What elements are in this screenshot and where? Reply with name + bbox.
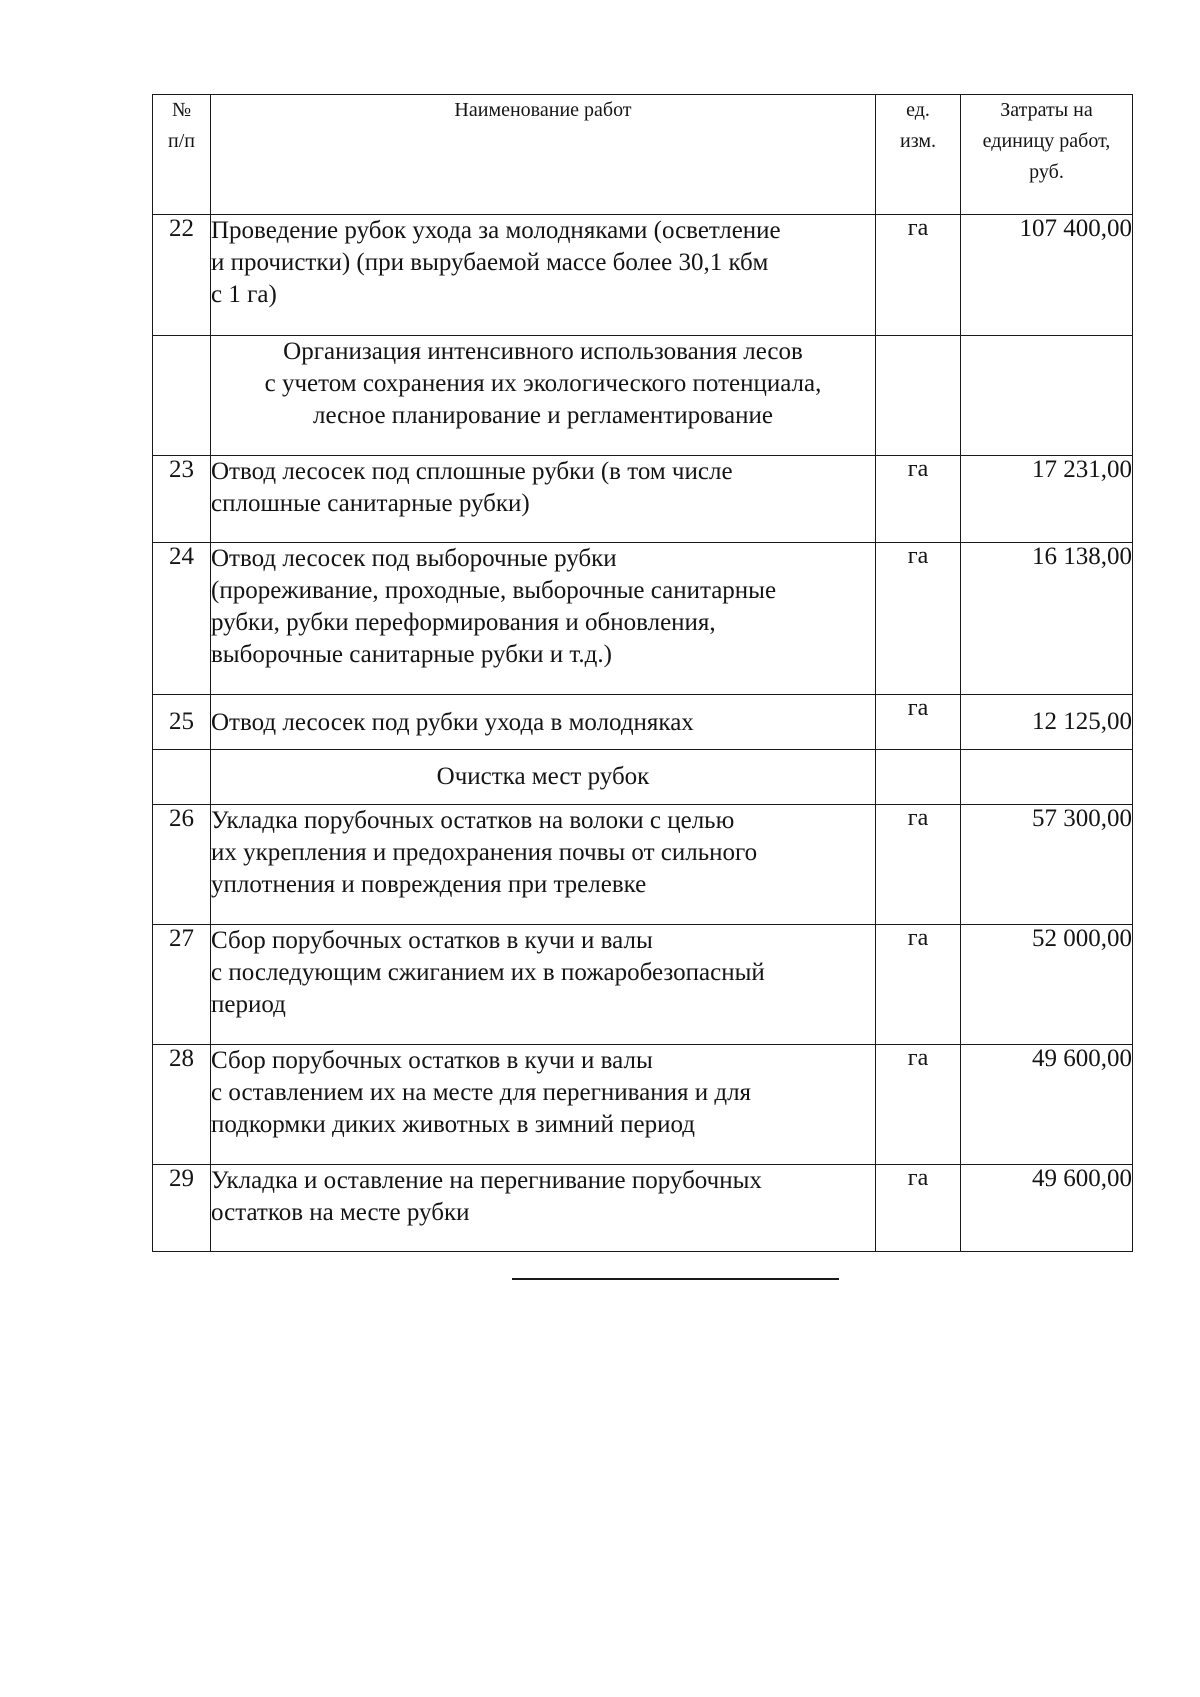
row-unit xyxy=(876,336,961,456)
row-unit: га xyxy=(876,215,961,336)
row-number xyxy=(153,750,211,805)
row-number: 29 xyxy=(153,1165,211,1252)
header-cost: Затраты на единицу работ, руб. xyxy=(961,95,1133,215)
section-row xyxy=(153,336,1133,456)
row-unit: га xyxy=(876,1045,961,1165)
row-cost: 16 138,00 xyxy=(961,543,1133,695)
row-number: 22 xyxy=(153,215,211,336)
row-work-name: Отвод лесосек под рубки ухода в молодняках xyxy=(211,695,876,750)
row-cost: 49 600,00 xyxy=(961,1045,1133,1165)
row-work-name: Отвод лесосек под сплошные рубки (в том числе сплошные санитарные рубки) xyxy=(211,456,876,543)
row-number: 25 xyxy=(153,695,211,750)
table-row xyxy=(153,1045,1133,1165)
works-cost-table xyxy=(152,94,1133,1252)
row-unit: га xyxy=(876,695,961,750)
header-unit: ед. изм. xyxy=(876,95,961,215)
document-end-rule xyxy=(512,1278,839,1280)
row-unit: га xyxy=(876,456,961,543)
table-row xyxy=(153,215,1133,336)
table-row xyxy=(153,456,1133,543)
table-row xyxy=(153,695,1133,750)
row-unit: га xyxy=(876,543,961,695)
row-cost: 12 125,00 xyxy=(961,695,1133,750)
row-number: 28 xyxy=(153,1045,211,1165)
row-unit xyxy=(876,750,961,805)
row-number: 26 xyxy=(153,805,211,925)
table-row xyxy=(153,1165,1133,1252)
row-cost: 107 400,00 xyxy=(961,215,1133,336)
row-cost: 49 600,00 xyxy=(961,1165,1133,1252)
section-title: Очистка мест рубок xyxy=(211,750,876,805)
row-cost xyxy=(961,336,1133,456)
table-row xyxy=(153,925,1133,1045)
row-cost: 52 000,00 xyxy=(961,925,1133,1045)
row-number: 23 xyxy=(153,456,211,543)
row-work-name: Укладка и оставление на перегнивание порубочных остатков на месте рубки xyxy=(211,1165,876,1252)
section-title: Организация интенсивного использования лесов с учетом сохранения их экологического потенциала, лесное планирование и регламентирование xyxy=(211,336,876,456)
row-unit: га xyxy=(876,925,961,1045)
header-work-name: Наименование работ xyxy=(211,95,876,215)
row-cost: 17 231,00 xyxy=(961,456,1133,543)
header-number: № п/п xyxy=(153,95,211,215)
row-work-name: Укладка порубочных остатков на волоки с целью их укрепления и предохранения почвы от сильного уплотнения и повреждения при трелевке xyxy=(211,805,876,925)
row-work-name: Проведение рубок ухода за молодняками (осветление и прочистки) (при вырубаемой массе более 30,1 кбм с 1 га) xyxy=(211,215,876,336)
row-unit: га xyxy=(876,1165,961,1252)
row-unit: га xyxy=(876,805,961,925)
table-row xyxy=(153,543,1133,695)
row-number: 24 xyxy=(153,543,211,695)
row-cost xyxy=(961,750,1133,805)
row-number xyxy=(153,336,211,456)
section-row xyxy=(153,750,1133,805)
row-work-name: Отвод лесосек под выборочные рубки (прореживание, проходные, выборочные санитарные рубки, рубки переформирования и обновления, выборочные санитарные рубки и т.д.) xyxy=(211,543,876,695)
table-row xyxy=(153,805,1133,925)
row-cost: 57 300,00 xyxy=(961,805,1133,925)
row-work-name: Сбор порубочных остатков в кучи и валы с оставлением их на месте для перегнивания и для подкормки диких животных в зимний период xyxy=(211,1045,876,1165)
table-header-row xyxy=(153,95,1133,215)
row-work-name: Сбор порубочных остатков в кучи и валы с последующим сжиганием их в пожаробезопасный период xyxy=(211,925,876,1045)
row-number: 27 xyxy=(153,925,211,1045)
